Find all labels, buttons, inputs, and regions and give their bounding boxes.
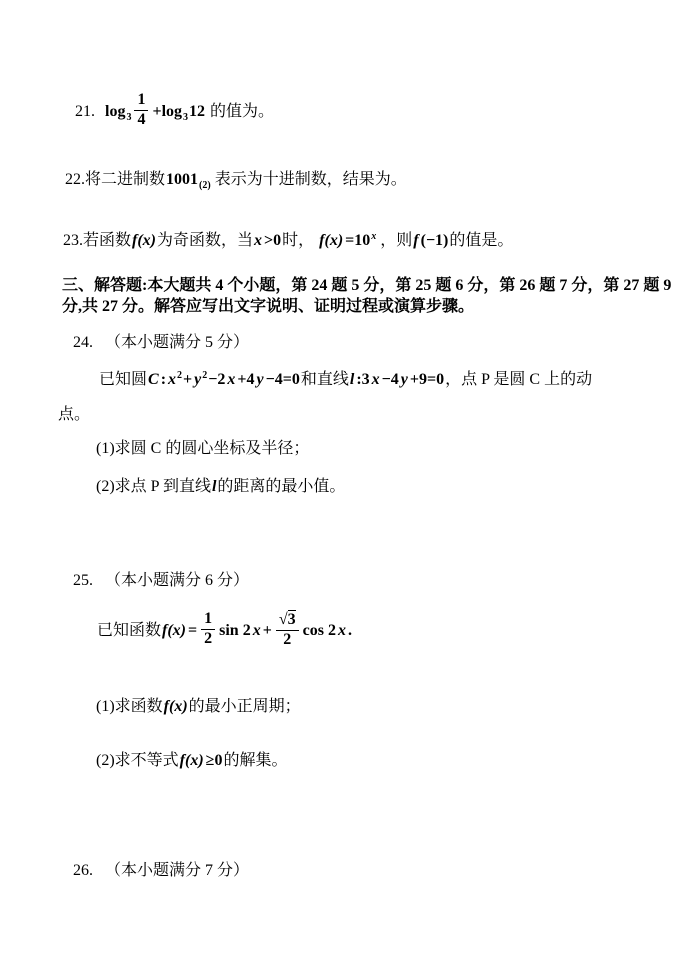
question-25-body: 已知函数f(x) = $\frac{1}{2}$ sin 2 x + $\frac{√3}{2}$ cos 2 x . xyxy=(97,610,352,648)
question-25-number: 25. xyxy=(73,572,93,589)
question-26-number: 26. xyxy=(73,862,93,879)
question-25-header xyxy=(73,571,249,592)
question-24-number: 24. xyxy=(73,334,93,351)
question-24-body-line2: 点。 xyxy=(58,406,91,423)
question-23-text: 若函数f(x)为奇函数，当x >0时， $f(x) =10^x$ ，则f (−1)的值是。 xyxy=(83,231,514,249)
fraction: $\frac{1}{2}$ xyxy=(201,611,215,648)
question-25-part2: (2)求不等式f(x) ≥0的解集。 xyxy=(96,752,288,769)
radical-sign: √ xyxy=(278,611,288,628)
question-22 xyxy=(65,170,407,192)
question-25-points: （本小题满分 6 分） xyxy=(105,572,250,589)
question-24-part1: (1)求圆 C 的圆心坐标及半径； xyxy=(96,440,310,457)
question-24-points: （本小题满分 5 分） xyxy=(105,334,250,351)
question-23 xyxy=(63,230,513,252)
question-22-text: 将二进制数$1001_{(2)}$ 表示为十进制数，结果为。 xyxy=(85,171,407,191)
question-21 xyxy=(75,91,275,131)
question-21-text: $\log_3$ $\frac{1}{4}$ $+\log_312$ 的值为。 xyxy=(105,91,275,128)
question-24-body-line1: 已知圆C : $x^2+ y^2-2$ x +4 y −4=0和直线l :3 x −4 y +9=0，点 P 是圆 C 上的动 xyxy=(99,370,593,388)
question-24-header xyxy=(73,333,249,354)
question-24-part2: (2)求点 P 到直线l的距离的最小值。 xyxy=(96,478,346,495)
section-three-header-line1: 三、解答题:本大题共 4 个小题，第 24 题 5 分，第 25 题 6 分，第 26 题 7 分，第 27 题 9 xyxy=(62,277,672,294)
question-21-number: 21. xyxy=(75,102,95,120)
question-22-number: 22. xyxy=(65,171,85,188)
question-26-header xyxy=(73,861,249,882)
fraction: $\frac{1}{4}$ xyxy=(134,92,148,129)
question-25-part1: (1)求函数f(x)的最小正周期； xyxy=(96,698,301,715)
question-23-number: 23. xyxy=(63,232,83,249)
question-26-points: （本小题满分 7 分） xyxy=(105,862,250,879)
section-three-header-line2: 分,共 27 分。解答应写出文字说明、证明过程或演算步骤。 xyxy=(62,298,475,315)
fraction: $\frac{√3}{2}$ xyxy=(276,610,299,649)
